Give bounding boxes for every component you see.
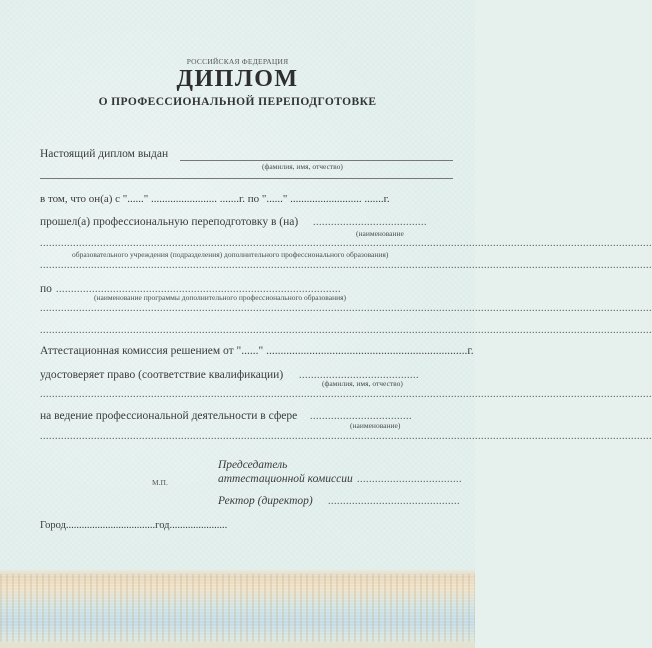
qualification-line: ............................................................................................................................................................................................................ (40, 389, 652, 400)
qualification-label: удостоверяет право (соответствие квалификации) (40, 369, 284, 381)
chair-subtitle: аттестационной комиссии (218, 473, 353, 485)
rector-signature-line: ............................................ (328, 496, 460, 507)
program-dots: ............................................................................................... (56, 284, 341, 295)
rector-label: Ректор (директор) (218, 495, 313, 507)
retraining-line-2: ............................................................................................................................................................................................................ (40, 260, 652, 271)
qualification-dots: ........................................ (299, 370, 419, 381)
sphere-line: ............................................................................................................................................................................................................ (40, 431, 652, 442)
sphere-dots: .................................. (310, 411, 412, 422)
retraining-hint-right: (наименование (356, 229, 404, 238)
retraining-line-1: ............................................................................................................................................................................................................ (40, 238, 652, 249)
commission-text: Аттестационная комиссия решением от "......" ......................................................................г. (40, 345, 474, 357)
issued-name-line-2 (40, 178, 453, 179)
retraining-dots: ...................................... (313, 217, 427, 228)
issued-name-line (180, 160, 453, 161)
program-line-2: ............................................................................................................................................................................................................ (40, 325, 652, 336)
issued-label: Настоящий диплом выдан (40, 148, 169, 160)
program-label: по (40, 283, 52, 295)
program-hint: (наименование программы дополнительного профессионального образования) (94, 293, 347, 302)
diploma-subtitle: О ПРОФЕССИОНАЛЬНОЙ ПЕРЕПОДГОТОВКЕ (98, 96, 377, 108)
period-text: в том, что он(а) с "......" ........................ .......г. по "......" .......................... .......г. (40, 193, 390, 205)
diploma-title: ДИПЛОМ (176, 66, 299, 92)
retraining-hint-line: образовательного учреждения (подразделения) дополнительного профессионального образования) (72, 250, 389, 259)
chair-signature-line: ................................... (357, 474, 462, 485)
issued-hint: (фамилия, имя, отчество) (262, 162, 343, 171)
city-year-line: Город..................................год...................... (40, 520, 228, 531)
country-label: РОССИЙСКАЯ ФЕДЕРАЦИЯ (186, 57, 289, 66)
sphere-hint: (наименование) (350, 421, 401, 430)
program-line-1: ............................................................................................................................................................................................................ (40, 303, 652, 314)
chair-title: Председатель (218, 459, 288, 471)
sphere-label: на ведение профессиональной деятельности в сфере (40, 410, 298, 422)
qualification-hint: (фамилия, имя, отчество) (322, 379, 403, 388)
retraining-label: прошел(а) профессиональную переподготовку в (на) (40, 216, 299, 228)
decorative-band-pattern (0, 574, 475, 642)
stamp-label: М.П. (152, 478, 168, 487)
